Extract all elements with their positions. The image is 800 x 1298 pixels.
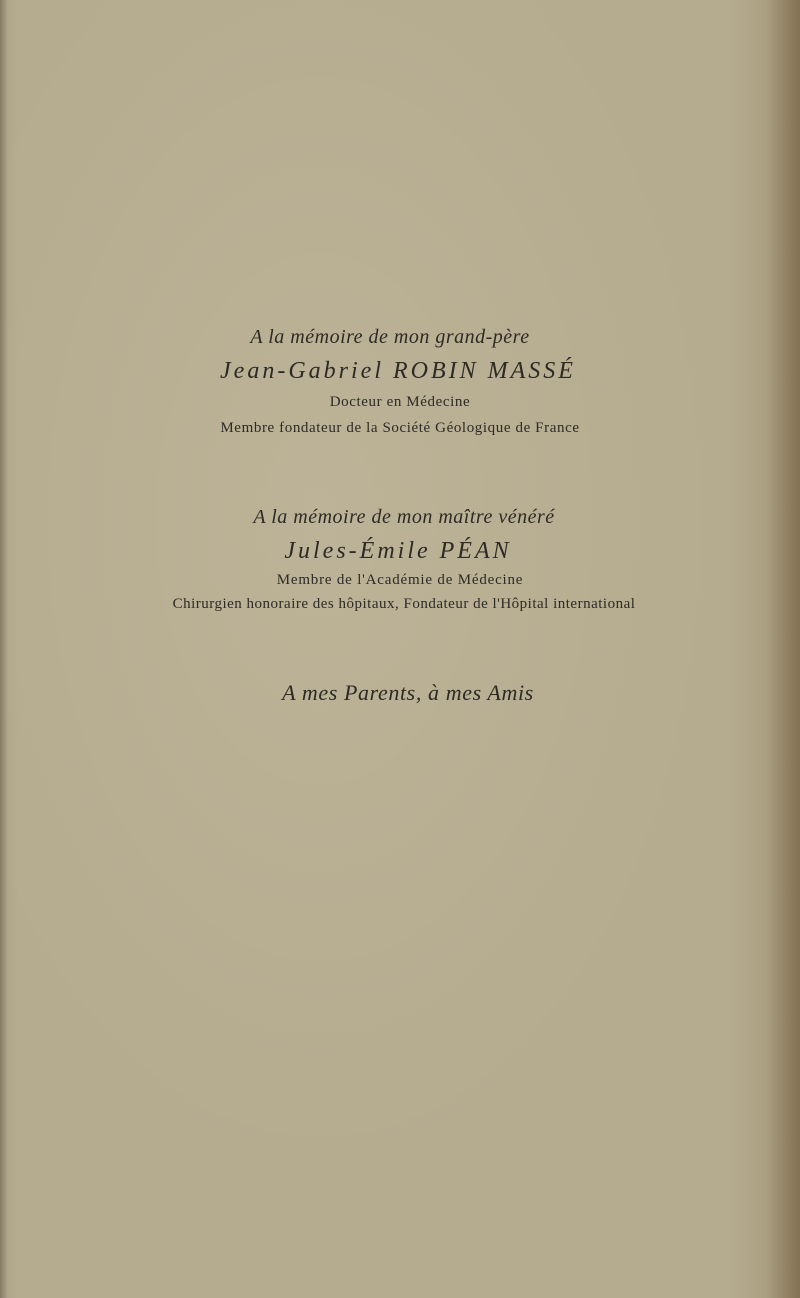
dedication-2-title: Membre de l'Académie de Médecine xyxy=(276,572,524,588)
dedication-1-title: Docteur en Médecine xyxy=(329,394,471,410)
dedication-closing: A mes Parents, à mes Amis xyxy=(282,680,534,705)
dedication-1-role: Membre fondateur de la Société Géologique de France xyxy=(220,420,580,436)
dedication-1-name: Jean-Gabriel ROBIN MASSÉ xyxy=(220,358,576,384)
dedication-2-role: Chirurgien honoraire des hôpitaux, Fondateur de l'Hôpital international xyxy=(172,596,636,612)
page-left-edge xyxy=(0,0,8,1298)
dedication-2-name: Jules-Émile PÉAN xyxy=(284,538,512,564)
dedication-2-intro: A la mémoire de mon maître vénéré xyxy=(253,506,555,528)
page-right-edge xyxy=(766,0,800,1298)
dedication-1-intro: A la mémoire de mon grand-père xyxy=(250,326,530,348)
